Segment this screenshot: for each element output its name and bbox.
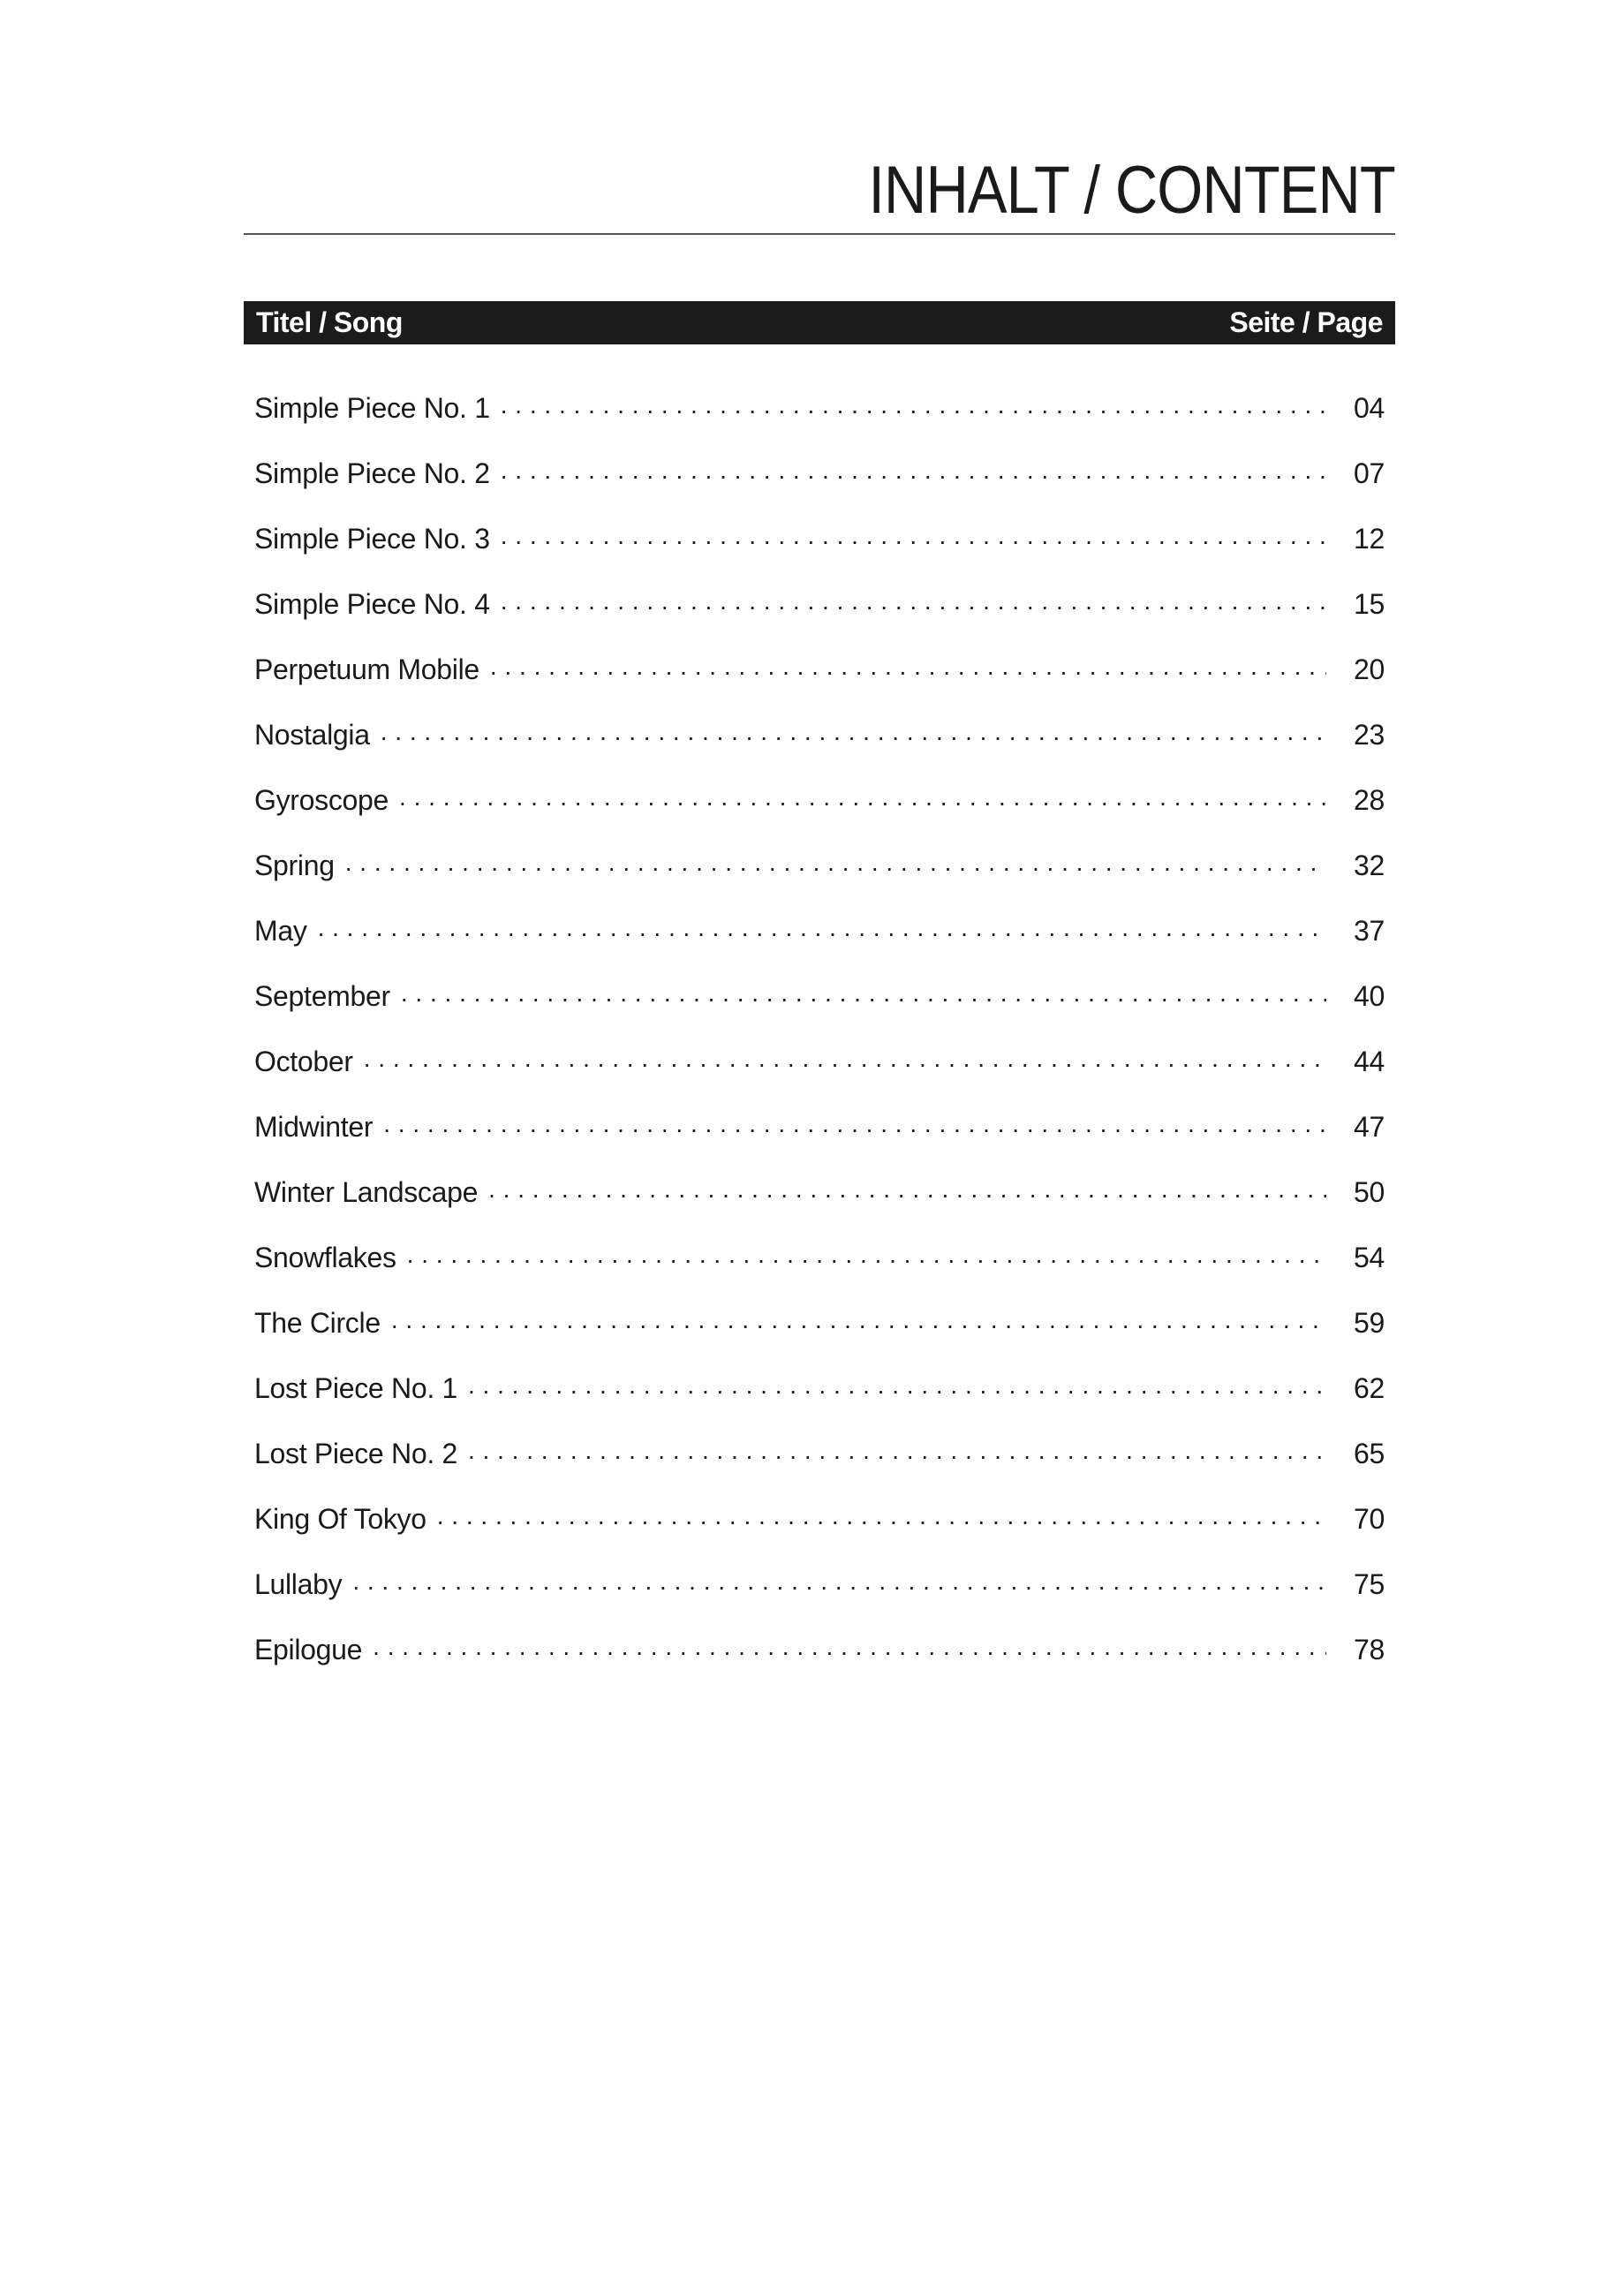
dot-leader — [381, 720, 1326, 750]
toc-entry-title: October — [254, 1046, 353, 1077]
toc-entry-title: May — [254, 915, 307, 947]
page-title: INHALT / CONTENT — [868, 153, 1395, 228]
toc-entry[interactable] — [254, 1552, 1385, 1617]
dot-leader — [401, 981, 1326, 1011]
toc-entry-title: Spring — [254, 850, 335, 881]
toc-entry[interactable] — [254, 571, 1385, 637]
toc-entry-page: 47 — [1354, 1111, 1385, 1143]
toc-entry-page: 70 — [1354, 1503, 1385, 1535]
toc-entry-page: 32 — [1354, 850, 1385, 881]
toc-entry-title: Lullaby — [254, 1568, 343, 1600]
dot-leader — [345, 850, 1326, 880]
toc-entry[interactable] — [254, 702, 1385, 767]
toc-entry-page: 65 — [1354, 1438, 1385, 1469]
toc-entry-title: Simple Piece No. 1 — [254, 392, 490, 424]
toc-entry-page: 15 — [1354, 588, 1385, 620]
toc-list — [254, 375, 1385, 1682]
dot-leader — [383, 1112, 1326, 1142]
dot-leader — [318, 916, 1326, 946]
dot-leader — [364, 1046, 1326, 1076]
dot-leader — [501, 589, 1326, 619]
toc-entry-page: 62 — [1354, 1372, 1385, 1404]
dot-leader — [490, 654, 1326, 684]
toc-entry-title: Simple Piece No. 4 — [254, 588, 490, 620]
toc-entry-title: Lost Piece No. 1 — [254, 1372, 457, 1404]
toc-entry[interactable] — [254, 963, 1385, 1029]
toc-entry[interactable] — [254, 441, 1385, 506]
toc-entry[interactable] — [254, 1290, 1385, 1356]
toc-entry-page: 12 — [1354, 523, 1385, 555]
toc-entry-title: Simple Piece No. 2 — [254, 457, 490, 489]
dot-leader — [373, 1635, 1326, 1665]
toc-entry-page: 78 — [1354, 1634, 1385, 1665]
dot-leader — [501, 524, 1326, 554]
dot-leader — [437, 1504, 1326, 1534]
toc-entry-title: The Circle — [254, 1307, 381, 1339]
table-header — [244, 301, 1395, 344]
toc-entry[interactable] — [254, 1617, 1385, 1682]
toc-entry-page: 23 — [1354, 719, 1385, 751]
dot-leader — [352, 1569, 1326, 1599]
toc-entry[interactable] — [254, 1094, 1385, 1159]
toc-entry-title: Gyroscope — [254, 784, 389, 816]
title-divider — [244, 233, 1395, 235]
toc-entry-page: 40 — [1354, 980, 1385, 1012]
toc-entry-page: 59 — [1354, 1307, 1385, 1339]
toc-entry-title: Perpetuum Mobile — [254, 653, 479, 685]
dot-leader — [501, 458, 1326, 488]
toc-entry-page: 04 — [1354, 392, 1385, 424]
toc-entry[interactable] — [254, 506, 1385, 571]
toc-entry[interactable] — [254, 1225, 1385, 1290]
toc-entry[interactable] — [254, 1421, 1385, 1486]
toc-entry-page: 07 — [1354, 457, 1385, 489]
toc-entry[interactable] — [254, 1159, 1385, 1225]
toc-entry-title: King Of Tokyo — [254, 1503, 427, 1535]
toc-entry-title: Midwinter — [254, 1111, 374, 1143]
toc-entry-page: 44 — [1354, 1046, 1385, 1077]
dot-leader — [488, 1177, 1326, 1207]
toc-entry-title: Winter Landscape — [254, 1176, 479, 1208]
dot-leader — [399, 785, 1326, 815]
header-title-column: Titel / Song — [256, 306, 403, 338]
toc-entry[interactable] — [254, 898, 1385, 963]
toc-entry-title: Lost Piece No. 2 — [254, 1438, 457, 1469]
dot-leader — [501, 393, 1326, 423]
dot-leader — [468, 1373, 1326, 1403]
toc-entry[interactable] — [254, 833, 1385, 898]
toc-entry-title: Nostalgia — [254, 719, 370, 751]
dot-leader — [407, 1242, 1326, 1273]
toc-entry-page: 75 — [1354, 1568, 1385, 1600]
toc-entry[interactable] — [254, 767, 1385, 833]
toc-entry[interactable] — [254, 1486, 1385, 1552]
toc-entry[interactable] — [254, 1356, 1385, 1421]
toc-entry-title: Epilogue — [254, 1634, 363, 1665]
toc-entry-page: 20 — [1354, 653, 1385, 685]
toc-entry[interactable] — [254, 375, 1385, 441]
toc-entry-page: 28 — [1354, 784, 1385, 816]
toc-entry-title: Snowflakes — [254, 1242, 396, 1273]
toc-entry-title: September — [254, 980, 390, 1012]
toc-entry[interactable] — [254, 1029, 1385, 1094]
toc-entry-page: 37 — [1354, 915, 1385, 947]
toc-entry-page: 54 — [1354, 1242, 1385, 1273]
toc-entry-page: 50 — [1354, 1176, 1385, 1208]
header-page-column: Seite / Page — [1229, 306, 1383, 338]
dot-leader — [468, 1439, 1326, 1469]
dot-leader — [391, 1308, 1326, 1338]
toc-entry[interactable] — [254, 637, 1385, 702]
toc-entry-title: Simple Piece No. 3 — [254, 523, 490, 555]
